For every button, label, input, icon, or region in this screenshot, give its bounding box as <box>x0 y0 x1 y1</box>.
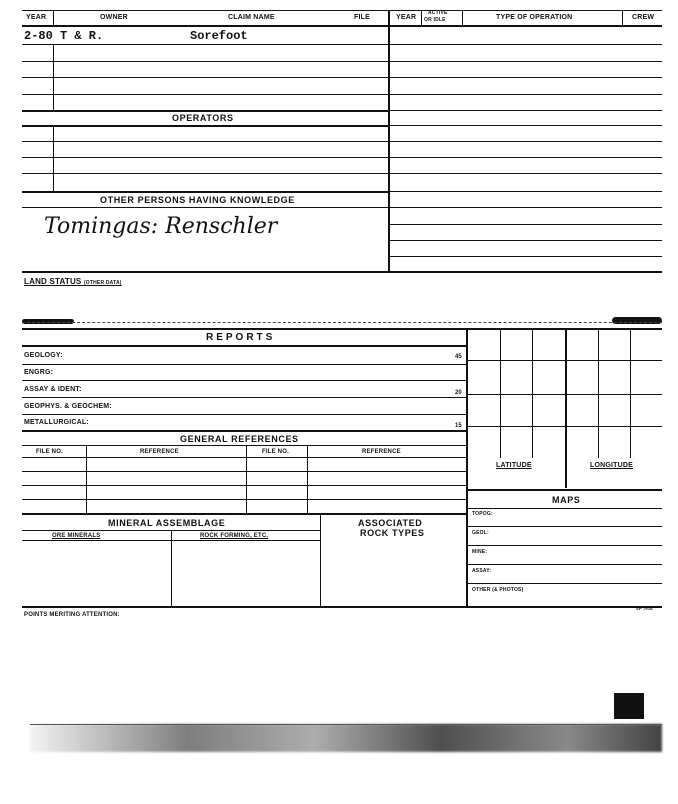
land-status-label: LAND STATUS (OTHER DATA) <box>24 277 122 286</box>
latitude-label: LATITUDE <box>496 462 532 469</box>
col-idle-label: OR IDLE <box>424 17 446 23</box>
row-rule <box>388 224 662 225</box>
gen-ref-reference-2: REFERENCE <box>362 449 401 455</box>
handwritten-signature: Tomingas: Renschler <box>44 214 278 239</box>
reports-title-rule <box>22 345 466 347</box>
col-divider <box>246 445 247 513</box>
mineral-top-rule <box>22 513 466 515</box>
report-metallurgical-num: 15 <box>455 423 462 429</box>
col-year-label: YEAR <box>26 14 47 21</box>
ore-minerals-label: ORE MINERALS <box>52 533 101 539</box>
row-rule <box>466 526 662 527</box>
maps-other-label: OTHER (& PHOTOS) <box>472 587 524 593</box>
scan-artifact-block <box>614 693 644 719</box>
row-rule <box>388 94 662 95</box>
persons-bottom-rule <box>22 207 388 208</box>
row-rule <box>388 207 662 208</box>
grid-rule <box>466 394 662 395</box>
col-year2-label: YEAR <box>396 14 417 21</box>
report-geology-label: GEOLOGY: <box>24 352 63 359</box>
row-rule <box>388 44 662 45</box>
row-rule <box>466 545 662 546</box>
report-assay-label: ASSAY & IDENT: <box>24 386 82 393</box>
maps-mine-label: MINE: <box>472 549 488 555</box>
row-rule <box>388 240 662 241</box>
col-divider <box>622 10 623 26</box>
grid-col <box>532 328 533 458</box>
row-rule <box>22 44 388 45</box>
report-engrg-label: ENGRG: <box>24 369 54 376</box>
grid-col <box>630 328 631 458</box>
row-rule <box>22 457 466 458</box>
col-divider <box>421 10 422 26</box>
grid-col-center <box>565 328 567 488</box>
col-divider <box>307 445 308 513</box>
row-rule <box>388 141 662 142</box>
grid-rule <box>466 360 662 361</box>
row-rule <box>388 125 662 126</box>
row-rule <box>22 61 388 62</box>
rock-types-label: ROCK TYPES <box>360 528 425 538</box>
other-persons-label: OTHER PERSONS HAVING KNOWLEDGE <box>100 195 295 205</box>
maps-geol-label: GEOL: <box>472 530 489 536</box>
row-rule <box>22 94 388 95</box>
rock-forming-label: ROCK FORMING, ETC. <box>200 533 269 539</box>
row-rule <box>388 110 662 111</box>
row-rule <box>388 191 662 192</box>
col-active-label: ACTIVE <box>428 10 448 16</box>
reports-title: REPORTS <box>206 332 276 343</box>
header-top-rule <box>22 10 662 11</box>
row-rule <box>22 173 388 174</box>
scan-line <box>30 724 662 725</box>
points-meriting-attention-label: POINTS MERITING ATTENTION: <box>24 612 120 618</box>
operators-top-rule <box>22 110 388 112</box>
col-type-operation-label: TYPE OF OPERATION <box>496 14 573 21</box>
row-rule <box>22 499 466 500</box>
maps-title-rule <box>466 508 662 509</box>
row-rule <box>388 61 662 62</box>
row-rule <box>466 564 662 565</box>
col-file-label: FILE <box>354 14 370 21</box>
row-rule <box>22 157 388 158</box>
gen-ref-file-no-2: FILE NO. <box>262 449 289 455</box>
operators-label: OPERATORS <box>172 113 234 123</box>
gen-ref-title-rule <box>22 445 466 446</box>
persons-top-rule <box>22 191 388 193</box>
row-rule <box>466 583 662 584</box>
row-rule <box>388 77 662 78</box>
scan-noise-band <box>30 724 662 752</box>
gen-ref-reference-1: REFERENCE <box>140 449 179 455</box>
general-references-title: GENERAL REFERENCES <box>180 434 299 444</box>
row-rule <box>388 157 662 158</box>
entry-year-owner: 2-80 T & R. <box>24 29 104 43</box>
header-bottom-rule <box>22 25 662 27</box>
entry-claim-name: Sorefoot <box>190 29 248 43</box>
col-divider <box>86 445 87 513</box>
col-divider <box>462 10 463 26</box>
separator-rule <box>22 322 662 323</box>
associated-label: ASSOCIATED <box>358 518 423 528</box>
col-divider <box>320 513 321 606</box>
longitude-label: LONGITUDE <box>590 462 634 469</box>
row-rule <box>22 141 388 142</box>
maps-title: MAPS <box>552 495 581 505</box>
col-divider <box>171 530 172 606</box>
mineral-assemblage-title: MINERAL ASSEMBLAGE <box>108 518 226 528</box>
gen-ref-file-no-1: FILE NO. <box>36 449 63 455</box>
report-geology-num: 45 <box>455 354 462 360</box>
report-metallurgical-label: METALLURGICAL: <box>24 419 89 426</box>
row-rule <box>22 430 466 432</box>
row-rule <box>22 77 388 78</box>
maps-assay-label: ASSAY: <box>472 568 492 574</box>
grid-col <box>598 328 599 458</box>
row-divider <box>53 44 54 110</box>
row-divider <box>53 125 54 191</box>
row-rule <box>388 256 662 257</box>
row-rule <box>22 471 466 472</box>
report-assay-num: 20 <box>455 390 462 396</box>
row-rule <box>388 173 662 174</box>
report-geophys-label: GEOPHYS. & GEOCHEM: <box>24 403 112 410</box>
row-rule <box>22 380 466 381</box>
grid-col <box>500 328 501 458</box>
reports-bottom-rule <box>22 606 662 608</box>
operators-bottom-rule <box>22 125 388 127</box>
col-divider <box>53 10 54 26</box>
top-form-bottom-rule <box>22 271 662 273</box>
row-rule <box>22 414 466 415</box>
form-number: SP 7918 <box>636 606 653 611</box>
grid-rule <box>466 426 662 427</box>
maps-top-rule <box>466 489 662 491</box>
row-rule <box>22 485 466 486</box>
col-claim-name-label: CLAIM NAME <box>228 14 275 21</box>
col-crew-label: CREW <box>632 14 655 21</box>
row-rule <box>22 364 466 365</box>
row-rule <box>22 397 466 398</box>
maps-topog-label: TOPOG: <box>472 511 493 517</box>
col-owner-label: OWNER <box>100 14 128 21</box>
